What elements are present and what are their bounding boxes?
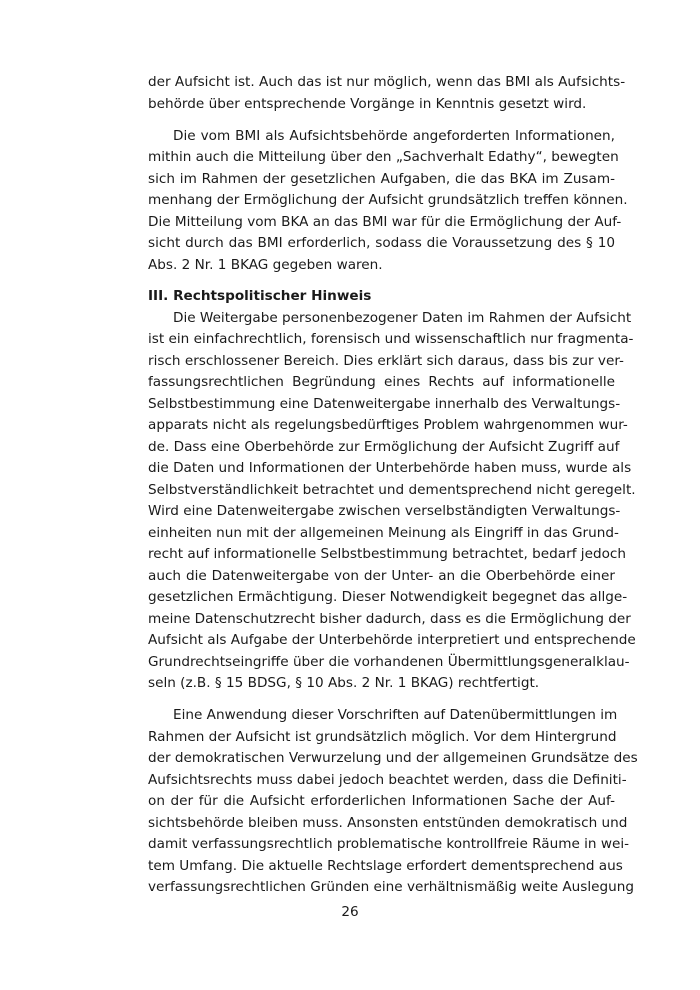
paragraph-p2: [148, 126, 628, 277]
text-line: meine Datenschutzrecht bisher dadurch, dass es die Ermöglichung der: [148, 610, 631, 627]
text-line: seln (z.B. § 15 BDSG, § 10 Abs. 2 Nr. 1 BKAG) rechtfertigt.: [148, 675, 540, 691]
paragraph-p4: [148, 705, 638, 899]
body-text-top: [148, 72, 628, 276]
section-heading: III. Rechtspolitischer Hinweis: [148, 288, 372, 304]
paragraph-p3: [148, 308, 636, 695]
text-line: Die vom BMI als Aufsichtsbehörde angeforderten Informationen,: [173, 127, 615, 144]
text-line: menhang der Ermöglichung der Aufsicht grundsätzlich treffen können.: [148, 192, 628, 208]
text-line: der Aufsicht ist. Auch das ist nur möglich, wenn das BMI als Aufsichts-: [148, 74, 626, 90]
text-line: de. Dass eine Oberbehörde zur Ermöglichung der Aufsicht Zugriff auf: [148, 438, 620, 455]
text-line: die Daten und Informationen der Unterbehörde haben muss, wurde als: [148, 460, 632, 476]
text-line: Eine Anwendung dieser Vorschriften auf Datenübermittlungen im: [173, 707, 618, 723]
text-line: sichtsbehörde bleiben muss. Ansonsten entstünden demokratisch und: [148, 814, 628, 831]
text-line: behörde über entsprechende Vorgänge in Kenntnis gesetzt wird.: [148, 95, 587, 112]
text-line: Die Weitergabe personenbezogener Daten im Rahmen der Aufsicht: [173, 309, 632, 326]
text-line: Rahmen der Aufsicht ist grundsätzlich möglich. Vor dem Hintergrund: [148, 728, 617, 745]
text-line: apparats nicht als regelungsbedürftiges Problem wahrgenommen wur-: [148, 417, 628, 433]
text-line: Selbstverständlichkeit betrachtet und dementsprechend nicht geregelt.: [148, 481, 636, 498]
page-number: 26: [341, 904, 359, 920]
text-line: Wird eine Datenweitergabe zwischen verselbständigten Verwaltungs-: [148, 503, 621, 519]
text-line: on der für die Aufsicht erforderlichen Informationen Sache der Auf-: [148, 793, 615, 809]
text-line: Aufsicht als Aufgabe der Unterbehörde interpretiert und entsprechende: [148, 632, 636, 648]
text-line: der demokratischen Verwurzelung und der allgemeinen Grundsätze des: [148, 750, 638, 766]
text-line: ist ein einfachrechtlich, forensisch und wissenschaftlich nur fragmenta-: [148, 331, 634, 347]
text-line: Abs. 2 Nr. 1 BKAG gegeben waren.: [148, 256, 383, 273]
text-line: gesetzlichen Ermächtigung. Dieser Notwendigkeit begegnet das allge-: [148, 589, 628, 605]
text-line: verfassungsrechtlichen Gründen eine verhältnismäßig weite Auslegung: [148, 879, 635, 895]
text-line: auch die Datenweitergabe von der Unter- an die Oberbehörde einer: [148, 567, 615, 584]
text-line: Grundrechtseingriffe über die vorhandenen Übermittlungsgeneralklau-: [148, 653, 630, 670]
paragraph-p1: [148, 72, 626, 115]
body-text-bottom: [148, 308, 638, 899]
text-line: Die Mitteilung vom BKA an das BMI war für die Ermöglichung der Auf-: [148, 213, 622, 230]
text-line: mithin auch die Mitteilung über den „Sachverhalt Edathy“, bewegten: [148, 149, 619, 165]
text-line: tem Umfang. Die aktuelle Rechtslage erfordert dementsprechend aus: [148, 857, 623, 874]
text-line: sich im Rahmen der gesetzlichen Aufgaben, die das BKA im Zusam-: [148, 170, 615, 187]
text-line: risch erschlossener Bereich. Dies erklärt sich daraus, dass bis zur ver-: [148, 352, 624, 369]
text-line: sicht durch das BMI erforderlich, sodass die Voraussetzung des § 10: [148, 235, 615, 251]
text-line: Aufsichtsrechts muss dabei jedoch beachtet werden, dass die Definiti-: [148, 771, 627, 788]
text-line: damit verfassungsrechtlich problematische kontrollfreie Räume in wei-: [148, 836, 630, 852]
text-line: Selbstbestimmung eine Datenweitergabe innerhalb des Verwaltungs-: [148, 395, 621, 412]
text-line: fassungsrechtlichen Begründung eines Rechts auf informationelle: [148, 374, 615, 390]
document-page: [148, 72, 638, 899]
text-line: einheiten nun mit der allgemeinen Meinung als Eingriff in das Grund-: [148, 524, 619, 541]
text-line: recht auf informationelle Selbstbestimmung betrachtet, bedarf jedoch: [148, 546, 626, 562]
